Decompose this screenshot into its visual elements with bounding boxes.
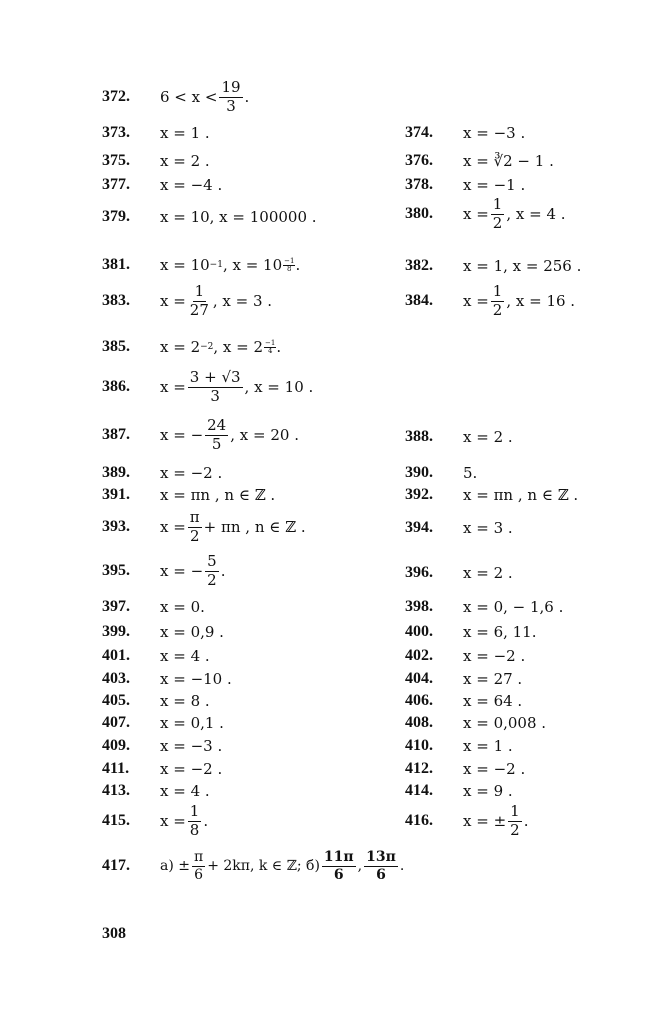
problem-number: 391. [102,486,130,503]
answer: x = 0,008 . [463,714,547,732]
answer: x = $\frac{1}{8}$ . [160,802,209,839]
problem-number: 375. [102,152,130,169]
problem-number: 380. [405,205,433,223]
answer: x = ∛2 − 1 . [463,152,554,170]
problem-number: 397. [102,598,130,615]
problem-387 [102,418,299,453]
problem-number: 401. [102,647,130,664]
problem-number: 411. [102,760,130,777]
problem-number: 379. [102,208,130,225]
problem-number: 376. [405,152,433,169]
problem-408 [405,714,546,732]
fraction: $\frac{1}{8}$ [189,802,200,839]
answer: x = − $\frac{24}{5}$ , x = 20 . [160,416,299,453]
problem-number: 408. [405,714,433,731]
problem-number: 372. [102,88,130,106]
problem-number: 403. [102,670,130,687]
problem-382 [405,257,581,275]
answer: x = 1, x = 256 . [463,257,582,275]
problem-number: 377. [102,176,130,193]
answer: x = 9 . [463,782,513,800]
answer: x = 0,1 . [160,714,224,732]
fraction: $\frac{5}{2}$ [207,552,217,589]
fraction: $\frac{13\pi}{6}$ [366,849,396,883]
page-number: 308 [102,925,126,942]
answer: x = πn , n ∈ ℤ . [463,486,579,504]
answer: x = 2 . [160,152,210,170]
answer: x = 1 . [463,737,513,755]
answer: x = 0, − 1,6 . [463,598,564,616]
answer: x = −3 . [463,124,526,142]
answer: x = 6, 11. [463,623,537,641]
problem-number: 400. [405,623,433,640]
problem-399 [102,623,224,641]
problem-number: 389. [102,464,130,481]
problem-375 [102,152,210,170]
fraction: $\frac{11\pi}{6}$ [323,849,354,883]
problem-383 [102,284,272,319]
problem-384 [405,284,575,319]
problem-409 [102,737,222,755]
problem-400 [405,623,537,641]
problem-number: 378. [405,176,433,193]
problem-376 [405,152,554,170]
fraction: $\frac{1}{2}$ [492,195,503,232]
problem-390 [405,464,477,482]
answer: x = 2 −2 , x = 2 −1 4 . [160,338,282,356]
problem-number: 374. [405,124,433,141]
problem-389 [102,464,222,482]
exponent-fraction: −1 4 [265,338,276,355]
answer: x = −3 . [160,737,223,755]
problem-410 [405,737,513,755]
fraction: $\frac{1}{2}$ [492,282,503,319]
problem-374 [405,124,525,142]
problem-379 [102,208,317,226]
problem-385 [102,338,281,356]
answer: x = −1 . [463,176,526,194]
problem-406 [405,692,522,710]
answer: x = 4 . [160,647,210,665]
fraction: $\frac{24}{5}$ [207,416,227,453]
problem-417 [102,850,404,882]
problem-412 [405,760,525,778]
problem-number: 390. [405,464,433,481]
problem-403 [102,670,232,688]
answer: x = −10 . [160,670,232,688]
problem-number: 383. [102,292,130,310]
problem-number: 395. [102,562,130,580]
problem-number: 386. [102,378,130,396]
answer: x = −2 . [463,647,526,665]
problem-386 [102,370,313,405]
problem-number: 382. [405,257,433,274]
problem-number: 381. [102,256,130,273]
answer: x = −2 . [463,760,526,778]
answer: x = 0,9 . [160,623,224,641]
problem-number: 410. [405,737,433,754]
problem-393 [102,510,306,545]
problem-414 [405,782,513,800]
problem-number: 398. [405,598,433,615]
problem-404 [405,670,522,688]
problem-number: 406. [405,692,433,709]
problem-number: 373. [102,124,130,141]
problem-number: 409. [102,737,130,754]
answer: x = 0. [160,598,205,616]
fraction: $\frac{\pi}{6}$ [194,849,204,883]
answer: x = 2 . [463,564,513,582]
exponent-fraction: −1 8 [284,256,295,273]
problem-number: 417. [102,857,130,875]
problem-392 [405,486,578,504]
problem-number: 407. [102,714,130,731]
problem-402 [405,647,525,665]
fraction: $\frac{1}{2}$ [510,802,520,839]
problem-373 [102,124,210,142]
problem-number: 414. [405,782,433,799]
answer: x = πn , n ∈ ℤ . [160,486,276,504]
answer: x = 64 . [463,692,523,710]
problem-377 [102,176,222,194]
problem-number: 384. [405,292,433,310]
problem-number: 412. [405,760,433,777]
answer: x = 2 . [463,428,513,446]
problem-372 [102,80,249,115]
answer: x = 10, x = 100000 . [160,208,317,226]
answer: x = −4 . [160,176,223,194]
answer: 6 < x < $\frac{19}{3}$ . [160,78,250,115]
problem-391 [102,486,275,504]
problem-number: 399. [102,623,130,640]
problem-number: 396. [405,564,433,581]
problem-398 [405,598,563,616]
problem-number: 393. [102,518,130,536]
problem-394 [405,519,513,537]
answer: x = $\frac{\pi}{2}$ + πn , n ∈ ℤ . [160,508,306,545]
answer: 5. [463,464,478,482]
problem-number: 388. [405,428,433,445]
problem-397 [102,598,205,616]
problem-number: 394. [405,519,433,536]
answer: x = $\frac{1}{2}$ , x = 4 . [463,195,566,232]
problem-number: 402. [405,647,433,664]
problem-388 [405,428,513,446]
answer: x = − $\frac{5}{2}$ . [160,552,226,589]
answer: x = 27 . [463,670,523,688]
fraction: $\frac{19}{3}$ [221,78,241,115]
problem-380 [405,197,566,232]
answer: x = ± $\frac{1}{2}$ . [463,802,529,839]
fraction: $\frac{3 + √3}{3}$ [189,368,241,405]
problem-number: 416. [405,812,433,830]
problem-number: 392. [405,486,433,503]
answer: x = 3 . [463,519,513,537]
problem-number: 415. [102,812,130,830]
problem-395 [102,554,225,589]
answer: x = 1 . [160,124,210,142]
problem-407 [102,714,224,732]
answer: x = $\frac{1}{2}$ , x = 16 . [463,282,576,319]
problem-396 [405,564,513,582]
fraction: $\frac{1}{27}$ [189,282,209,319]
answer: x = $\frac{1}{27}$ , x = 3 . [160,282,273,319]
problem-number: 385. [102,338,130,355]
answer: x = 4 . [160,782,210,800]
problem-number: 413. [102,782,130,799]
problem-number: 387. [102,426,130,444]
problem-411 [102,760,222,778]
problem-401 [102,647,210,665]
answer: x = 8 . [160,692,210,710]
problem-415 [102,804,208,839]
problem-413 [102,782,210,800]
answer: x = 10 −1 , x = 10 −1 8 . [160,256,301,274]
problem-405 [102,692,210,710]
problem-number: 405. [102,692,130,709]
problem-378 [405,176,525,194]
fraction: $\frac{\pi}{2}$ [189,508,200,545]
answer: а) ± $\frac{\pi}{6}$ + 2kπ, k ∈ ℤ; б) $\frac{11\pi}{6}$ , $\frac{13\pi}{6}$ . [160,849,405,883]
problem-416 [405,804,528,839]
answer: x = −2 . [160,464,223,482]
answer: x = $\frac{3 + √3}{3}$ , x = 10 . [160,368,314,405]
problem-number: 404. [405,670,433,687]
answer: x = −2 . [160,760,223,778]
problem-381 [102,256,300,274]
